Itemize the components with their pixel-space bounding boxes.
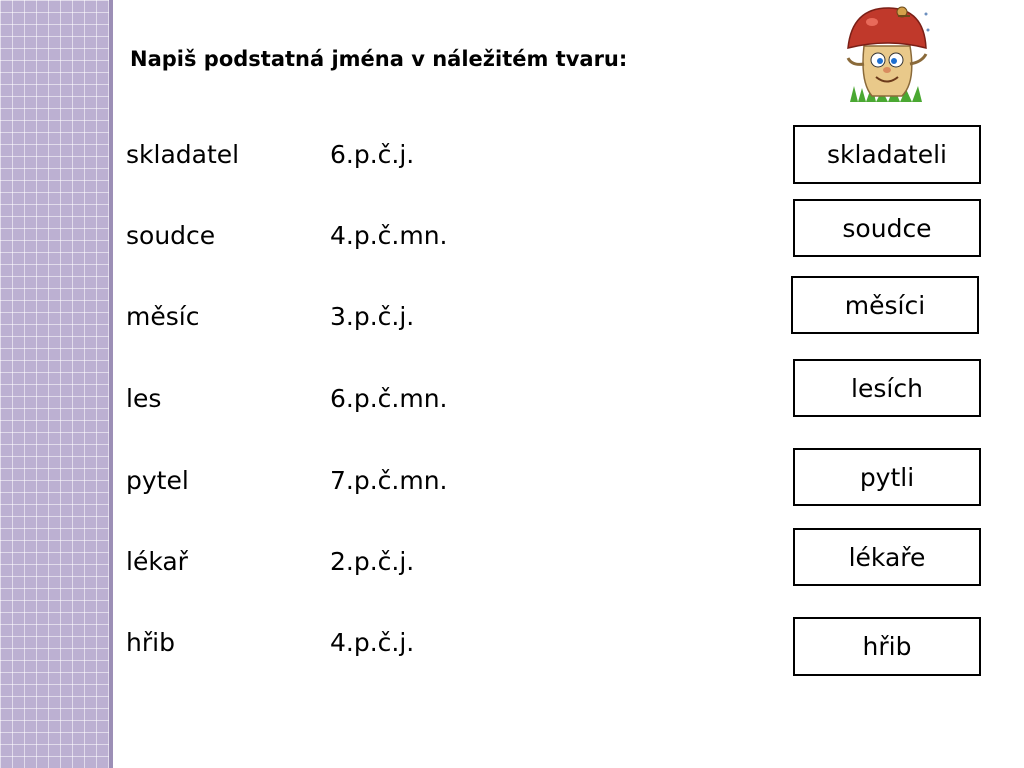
answer-box[interactable]: lékaře: [793, 528, 981, 586]
mushroom-character-icon: [842, 2, 932, 102]
grammatical-case: 7.p.č.mn.: [330, 466, 448, 495]
grammatical-case: 6.p.č.j.: [330, 140, 415, 169]
noun-base-form: hřib: [126, 628, 175, 657]
exercise-row: [126, 302, 526, 336]
exercise-row: [126, 384, 526, 418]
decorative-side-strip: [0, 0, 113, 768]
page-title: Napiš podstatná jména v náležitém tvaru:: [130, 47, 628, 71]
exercise-row: [126, 221, 526, 255]
grammatical-case: 2.p.č.j.: [330, 547, 415, 576]
noun-base-form: les: [126, 384, 162, 413]
grammatical-case: 4.p.č.j.: [330, 628, 415, 657]
answer-box[interactable]: měsíci: [791, 276, 979, 334]
exercise-row: [126, 140, 526, 174]
noun-base-form: soudce: [126, 221, 216, 250]
grammatical-case: 6.p.č.mn.: [330, 384, 448, 413]
noun-base-form: skladatel: [126, 140, 240, 169]
grammatical-case: 3.p.č.j.: [330, 302, 415, 331]
answer-box[interactable]: hřib: [793, 617, 981, 676]
exercise-row: [126, 466, 526, 500]
noun-base-form: měsíc: [126, 302, 200, 331]
answer-box[interactable]: skladateli: [793, 125, 981, 184]
exercise-row: [126, 547, 526, 581]
answer-box[interactable]: pytli: [793, 448, 981, 506]
noun-base-form: lékař: [126, 547, 188, 576]
noun-base-form: pytel: [126, 466, 189, 495]
answer-box[interactable]: soudce: [793, 199, 981, 257]
grammatical-case: 4.p.č.mn.: [330, 221, 448, 250]
exercise-row: [126, 628, 526, 662]
answer-box[interactable]: lesích: [793, 359, 981, 417]
